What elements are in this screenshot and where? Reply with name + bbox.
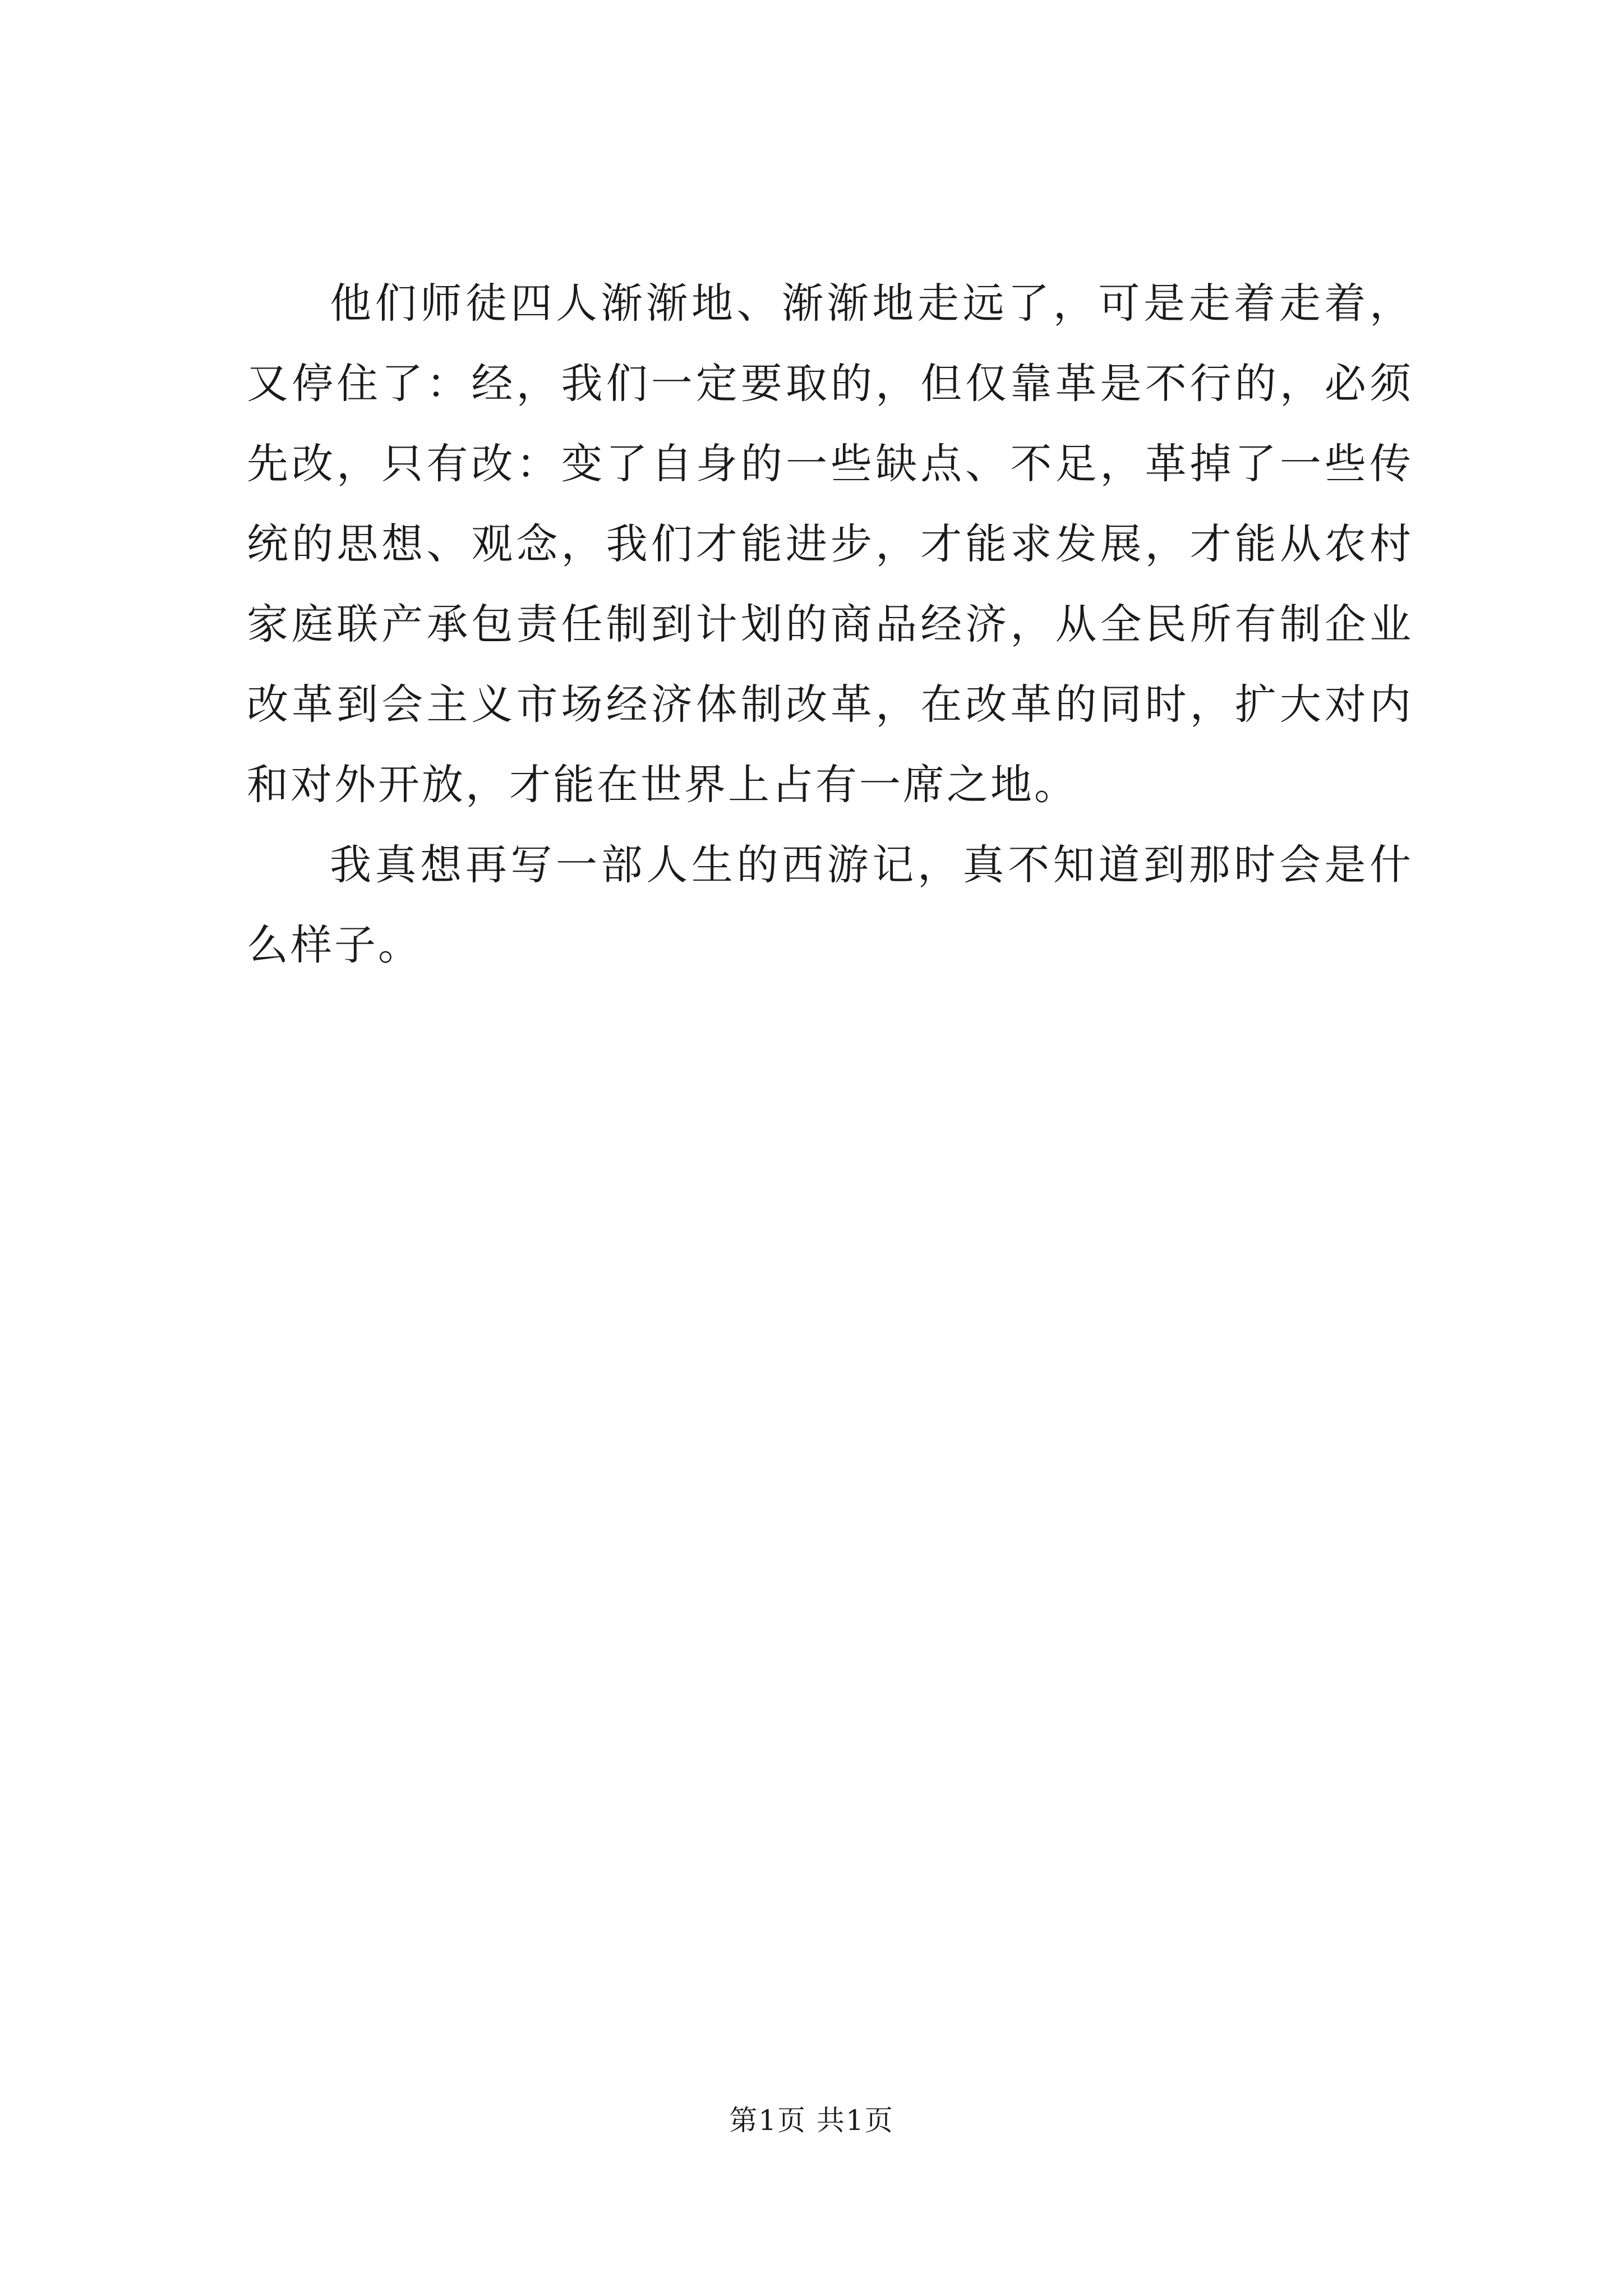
paragraph-2: 我真想再写一部人生的西游记，真不知道到那时会是什么样子。 [247, 841, 1413, 969]
document-body [247, 264, 1413, 986]
page-footer: 第1页 共1页 [729, 2104, 894, 2137]
paragraph-1: 他们师徒四人渐渐地、渐渐地走远了，可是走着走着，又停住了：经，我们一定要取的，但仅靠革是不行的，必须先改，只有改：变了自身的一些缺点、不足，革掉了一些传统的思想、观念，我们才能进步，才能求发展，才能从农村家庭联产承包责任制到计划的商品经济，从全民所有制企业改革到会主义市场经济体制改革，在改革的同时，扩大对内和对外开放，才能在世界上占有一席之地。 [247, 279, 1413, 809]
